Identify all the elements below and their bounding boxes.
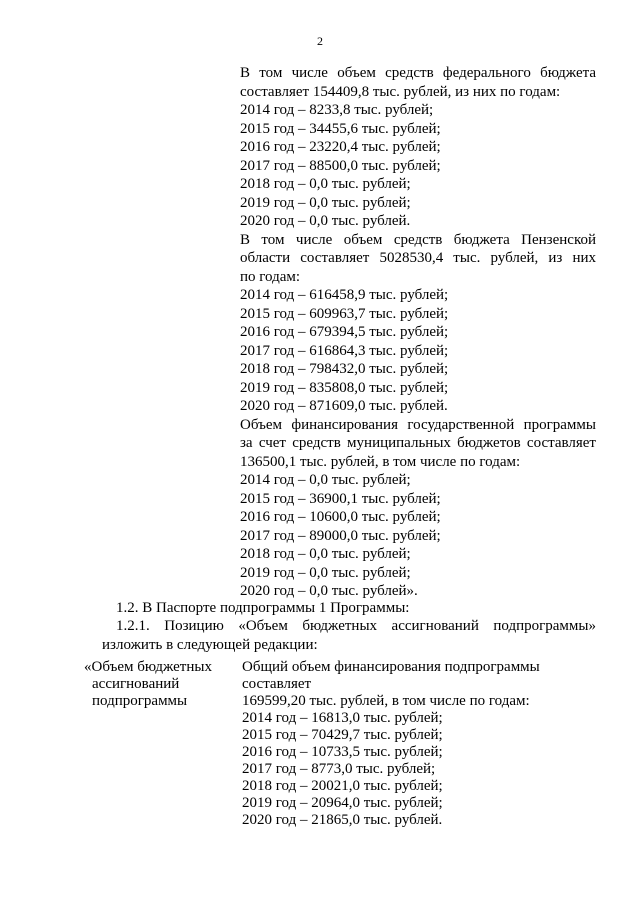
regional-year-line: 2020 год – 871609,0 тыс. рублей. — [240, 398, 448, 414]
subprogram-intro-line2: 169599,20 тыс. рублей, в том числе по годам: — [242, 693, 530, 709]
municipal-year-line: 2017 год – 89000,0 тыс. рублей; — [240, 527, 441, 544]
municipal-year-line: 2020 год – 0,0 тыс. рублей». — [240, 583, 418, 599]
regional-year-line: 2017 год – 616864,3 тыс. рублей; — [240, 342, 449, 359]
subprogram-year-line: 2017 год – 8773,0 тыс. рублей; — [242, 761, 436, 777]
subprogram-intro-line1: Общий объем финансирования подпрограммы составляет — [242, 659, 540, 692]
table-label-line2: ассигнований — [92, 676, 180, 692]
regional-intro-line3: по годам: — [240, 268, 301, 285]
table-value-cell — [242, 659, 598, 829]
federal-year-line: 2020 год – 0,0 тыс. рублей. — [240, 213, 411, 229]
municipal-year-line: 2014 год – 0,0 тыс. рублей; — [240, 472, 411, 488]
federal-year-line: 2018 год – 0,0 тыс. рублей; — [240, 176, 411, 192]
funding-block — [240, 64, 596, 601]
subprogram-year-line: 2019 год – 20964,0 тыс. рублей; — [242, 795, 443, 811]
page-number: 2 — [317, 34, 323, 48]
federal-year-line: 2016 год – 23220,4 тыс. рублей; — [240, 139, 441, 155]
municipal-intro-line1: Объем финансирования государственной программы — [240, 416, 596, 433]
section-1-2-1 — [102, 617, 596, 654]
municipal-intro-line2: за счет средств муниципальных бюджетов составляет — [240, 435, 596, 451]
regional-year-line: 2014 год – 616458,9 тыс. рублей; — [240, 287, 449, 303]
subprogram-year-line: 2018 год – 20021,0 тыс. рублей; — [242, 778, 443, 794]
federal-intro-line2: составляет 154409,8 тыс. рублей, из них по годам: — [240, 83, 561, 100]
municipal-year-line: 2016 год – 10600,0 тыс. рублей; — [240, 509, 441, 525]
subprogram-year-line: 2016 год – 10733,5 тыс. рублей; — [242, 744, 443, 760]
regional-year-line: 2015 год – 609963,7 тыс. рублей; — [240, 305, 449, 322]
federal-year-line: 2019 год – 0,0 тыс. рублей; — [240, 194, 411, 211]
subprogram-year-line: 2020 год – 21865,0 тыс. рублей. — [242, 812, 443, 828]
section-1-2-1-line1: 1.2.1. Позицию «Объем бюджетных ассигнований подпрограммы» — [116, 618, 596, 634]
section-1-2 — [102, 599, 596, 618]
federal-year-line: 2015 год – 34455,6 тыс. рублей; — [240, 120, 441, 137]
subprogram-year-line: 2014 год – 16813,0 тыс. рублей; — [242, 710, 443, 726]
federal-intro-line1: В том числе объем средств федерального бюджета — [240, 65, 596, 81]
table-label-line1: «Объем бюджетных — [84, 659, 212, 675]
regional-year-line: 2016 год – 679394,5 тыс. рублей; — [240, 324, 449, 340]
section-1-2-text: 1.2. В Паспорте подпрограммы 1 Программы: — [116, 600, 410, 616]
regional-intro-line2: области составляет 5028530,4 тыс. рублей, из них — [240, 250, 596, 266]
subprogram-year-line: 2015 год – 70429,7 тыс. рублей; — [242, 727, 443, 743]
table-label-line3: подпрограммы — [92, 693, 188, 709]
table-label-cell — [84, 659, 234, 710]
federal-year-line: 2014 год – 8233,8 тыс. рублей; — [240, 102, 434, 118]
federal-year-line: 2017 год – 88500,0 тыс. рублей; — [240, 157, 441, 174]
regional-year-line: 2019 год – 835808,0 тыс. рублей; — [240, 379, 449, 396]
municipal-year-line: 2015 год – 36900,1 тыс. рублей; — [240, 490, 441, 507]
municipal-intro-line3: 136500,1 тыс. рублей, в том числе по годам: — [240, 453, 521, 470]
regional-intro-line1: В том числе объем средств бюджета Пензенской — [240, 231, 596, 248]
regional-year-line: 2018 год – 798432,0 тыс. рублей; — [240, 361, 449, 377]
section-1-2-1-line2: изложить в следующей редакции: — [102, 636, 318, 653]
municipal-year-line: 2018 год – 0,0 тыс. рублей; — [240, 546, 411, 562]
municipal-year-line: 2019 год – 0,0 тыс. рублей; — [240, 564, 411, 581]
